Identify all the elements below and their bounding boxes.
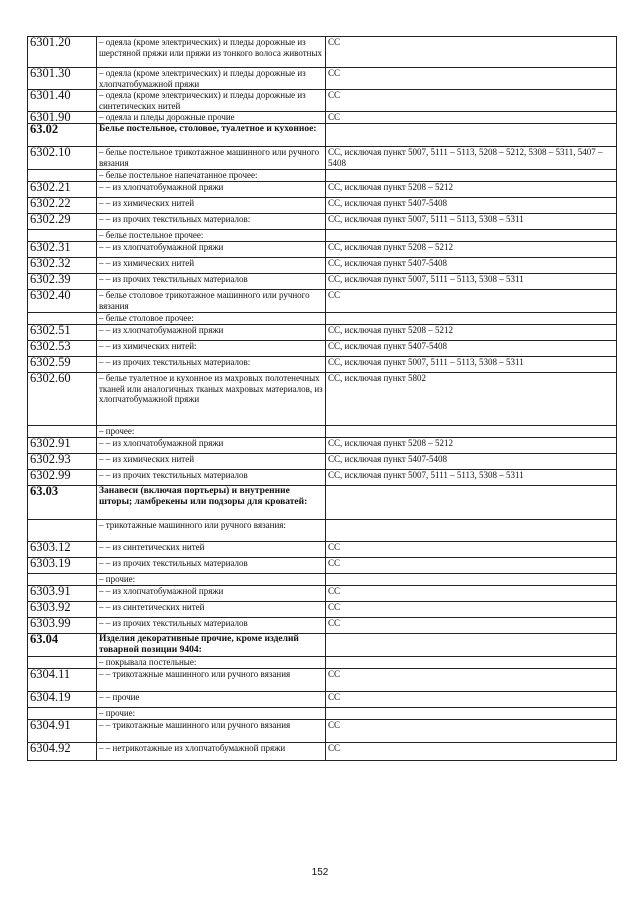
- description-cell: – одеяла (кроме электрических) и пледы дорожные из шерстяной пряжи или пряжи из тонкого волоса животных: [97, 37, 326, 68]
- rule-cell: СС, исключая пункт 5007, 5111 – 5113, 5308 – 5311: [326, 470, 617, 486]
- description-cell: Занавеси (включая портьеры) и внутренние шторы; ламбрекены или подзоры для кроватей:: [97, 486, 326, 520]
- description-cell: – – из химических нитей: [97, 454, 326, 470]
- description-cell: – белье постельное напечатанное прочее:: [97, 170, 326, 182]
- code-cell: 6301.30: [28, 68, 97, 90]
- rule-cell: СС, исключая пункт 5407-5408: [326, 198, 617, 214]
- rule-cell: СС, исключая пункт 5802: [326, 373, 617, 426]
- table-row: [28, 341, 617, 357]
- rule-cell: СС, исключая пункт 5208 – 5212: [326, 242, 617, 258]
- description-cell: – – нетрикотажные из хлопчатобумажной пряжи: [97, 743, 326, 761]
- tariff-table-body: [28, 37, 617, 761]
- code-cell: 6302.32: [28, 258, 97, 274]
- table-row: [28, 542, 617, 558]
- code-cell: 6302.93: [28, 454, 97, 470]
- rule-cell: СС, исключая пункт 5407-5408: [326, 454, 617, 470]
- description-cell: – – из хлопчатобумажной пряжи: [97, 325, 326, 341]
- description-cell: – белье постельное трикотажное машинного или ручного вязания: [97, 147, 326, 170]
- table-row: [28, 325, 617, 341]
- code-cell: 6303.92: [28, 602, 97, 618]
- code-cell: 6302.31: [28, 242, 97, 258]
- description-cell: – – из прочих текстильных материалов: [97, 470, 326, 486]
- code-cell: 6302.99: [28, 470, 97, 486]
- table-row: [28, 112, 617, 124]
- description-cell: – – из прочих текстильных материалов:: [97, 214, 326, 230]
- rule-cell: СС: [326, 90, 617, 112]
- table-row: [28, 618, 617, 634]
- description-cell: – прочие:: [97, 708, 326, 720]
- table-row: [28, 124, 617, 147]
- code-cell: 6302.22: [28, 198, 97, 214]
- code-cell: 6303.19: [28, 558, 97, 574]
- table-row: [28, 373, 617, 426]
- code-cell: 6303.12: [28, 542, 97, 558]
- code-cell: 6304.91: [28, 720, 97, 743]
- description-cell: – белье столовое прочее:: [97, 313, 326, 325]
- rule-cell: СС, исключая пункт 5208 – 5212: [326, 438, 617, 454]
- table-row: [28, 634, 617, 657]
- code-cell: 6302.53: [28, 341, 97, 357]
- code-cell: 6304.11: [28, 669, 97, 692]
- rule-cell: СС, исключая пункт 5407-5408: [326, 258, 617, 274]
- description-cell: – – из прочих текстильных материалов: [97, 274, 326, 290]
- code-cell: 63.04: [28, 634, 97, 657]
- table-row: [28, 37, 617, 68]
- rule-cell: СС, исключая пункт 5407-5408: [326, 341, 617, 357]
- code-cell: 6304.92: [28, 743, 97, 761]
- rule-cell: СС, исключая пункт 5007, 5111 – 5113, 5308 – 5311: [326, 357, 617, 373]
- description-cell: – – прочие: [97, 692, 326, 708]
- code-cell: 6302.10: [28, 147, 97, 170]
- table-row: [28, 657, 617, 669]
- rule-cell: [326, 634, 617, 657]
- table-row: [28, 520, 617, 542]
- description-cell: – – из хлопчатобумажной пряжи: [97, 182, 326, 198]
- description-cell: – прочие:: [97, 574, 326, 586]
- rule-cell: СС: [326, 692, 617, 708]
- rule-cell: [326, 520, 617, 542]
- description-cell: – – трикотажные машинного или ручного вязания: [97, 669, 326, 692]
- description-cell: – – из хлопчатобумажной пряжи: [97, 586, 326, 602]
- rule-cell: СС: [326, 720, 617, 743]
- description-cell: – – из прочих текстильных материалов:: [97, 357, 326, 373]
- description-cell: Изделия декоративные прочие, кроме изделий товарной позиции 9404:: [97, 634, 326, 657]
- rule-cell: [326, 170, 617, 182]
- description-cell: – белье туалетное и кухонное из махровых полотенечных тканей или аналогичных тканых махровых материалов, из хлопчатобумажной пряжи: [97, 373, 326, 426]
- code-cell: 6302.51: [28, 325, 97, 341]
- description-cell: – одеяла (кроме электрических) и пледы дорожные из хлопчатобумажной пряжи: [97, 68, 326, 90]
- rule-cell: СС: [326, 602, 617, 618]
- code-cell: 6301.40: [28, 90, 97, 112]
- description-cell: – – из прочих текстильных материалов: [97, 618, 326, 634]
- table-row: [28, 486, 617, 520]
- rule-cell: СС: [326, 542, 617, 558]
- table-row: [28, 290, 617, 313]
- rule-cell: [326, 230, 617, 242]
- code-cell: [28, 520, 97, 542]
- table-row: [28, 574, 617, 586]
- table-row: [28, 258, 617, 274]
- description-cell: Белье постельное, столовое, туалетное и кухонное:: [97, 124, 326, 147]
- rule-cell: [326, 124, 617, 147]
- table-row: [28, 743, 617, 761]
- table-row: [28, 558, 617, 574]
- description-cell: – – трикотажные машинного или ручного вязания: [97, 720, 326, 743]
- description-cell: – одеяла (кроме электрических) и пледы дорожные из синтетических нитей: [97, 90, 326, 112]
- description-cell: – – из прочих текстильных материалов: [97, 558, 326, 574]
- table-row: [28, 720, 617, 743]
- description-cell: – – из хлопчатобумажной пряжи: [97, 242, 326, 258]
- table-row: [28, 214, 617, 230]
- description-cell: – прочее:: [97, 426, 326, 438]
- table-row: [28, 586, 617, 602]
- table-row: [28, 454, 617, 470]
- code-cell: 6302.29: [28, 214, 97, 230]
- code-cell: 6302.40: [28, 290, 97, 313]
- description-cell: – – из химических нитей:: [97, 341, 326, 357]
- table-row: [28, 182, 617, 198]
- table-row: [28, 692, 617, 708]
- table-row: [28, 602, 617, 618]
- rule-cell: СС: [326, 558, 617, 574]
- page-number: 152: [311, 867, 329, 878]
- rule-cell: [326, 426, 617, 438]
- code-cell: 6303.99: [28, 618, 97, 634]
- table-row: [28, 198, 617, 214]
- code-cell: 6302.39: [28, 274, 97, 290]
- code-cell: 6301.90: [28, 112, 97, 124]
- tariff-table-page: [27, 36, 616, 761]
- description-cell: – покрывала постельные:: [97, 657, 326, 669]
- table-row: [28, 708, 617, 720]
- rule-cell: СС, исключая пункт 5007, 5111 – 5113, 5308 – 5311: [326, 274, 617, 290]
- table-row: [28, 470, 617, 486]
- description-cell: – – из синтетических нитей: [97, 542, 326, 558]
- rule-cell: [326, 708, 617, 720]
- code-cell: 6302.91: [28, 438, 97, 454]
- code-cell: 6302.21: [28, 182, 97, 198]
- rule-cell: [326, 657, 617, 669]
- table-row: [28, 170, 617, 182]
- rule-cell: СС: [326, 68, 617, 90]
- code-cell: 6302.59: [28, 357, 97, 373]
- description-cell: – – из синтетических нитей: [97, 602, 326, 618]
- table-row: [28, 426, 617, 438]
- description-cell: – – из хлопчатобумажной пряжи: [97, 438, 326, 454]
- code-cell: 63.02: [28, 124, 97, 147]
- table-row: [28, 242, 617, 258]
- rule-cell: СС: [326, 669, 617, 692]
- rule-cell: СС: [326, 618, 617, 634]
- table-row: [28, 147, 617, 170]
- code-cell: 63.03: [28, 486, 97, 520]
- rule-cell: СС, исключая пункт 5208 – 5212: [326, 182, 617, 198]
- table-row: [28, 274, 617, 290]
- rule-cell: СС, исключая пункт 5208 – 5212: [326, 325, 617, 341]
- rule-cell: СС: [326, 37, 617, 68]
- table-row: [28, 669, 617, 692]
- table-row: [28, 313, 617, 325]
- description-cell: – белье столовое трикотажное машинного или ручного вязания: [97, 290, 326, 313]
- rule-cell: СС, исключая пункт 5007, 5111 – 5113, 5208 – 5212, 5308 – 5311, 5407 – 5408: [326, 147, 617, 170]
- code-cell: 6304.19: [28, 692, 97, 708]
- tariff-table: [27, 36, 617, 761]
- code-cell: 6303.91: [28, 586, 97, 602]
- rule-cell: [326, 486, 617, 520]
- table-row: [28, 438, 617, 454]
- code-cell: 6302.60: [28, 373, 97, 426]
- description-cell: – – из химических нитей: [97, 258, 326, 274]
- table-row: [28, 357, 617, 373]
- table-row: [28, 230, 617, 242]
- rule-cell: СС: [326, 743, 617, 761]
- rule-cell: СС, исключая пункт 5007, 5111 – 5113, 5308 – 5311: [326, 214, 617, 230]
- rule-cell: [326, 574, 617, 586]
- description-cell: – белье постельное прочее:: [97, 230, 326, 242]
- table-row: [28, 68, 617, 90]
- description-cell: – одеяла и пледы дорожные прочие: [97, 112, 326, 124]
- description-cell: – трикотажные машинного или ручного вязания:: [97, 520, 326, 542]
- rule-cell: СС: [326, 586, 617, 602]
- rule-cell: СС: [326, 290, 617, 313]
- code-cell: 6301.20: [28, 37, 97, 68]
- rule-cell: СС: [326, 112, 617, 124]
- description-cell: – – из химических нитей: [97, 198, 326, 214]
- rule-cell: [326, 313, 617, 325]
- table-row: [28, 90, 617, 112]
